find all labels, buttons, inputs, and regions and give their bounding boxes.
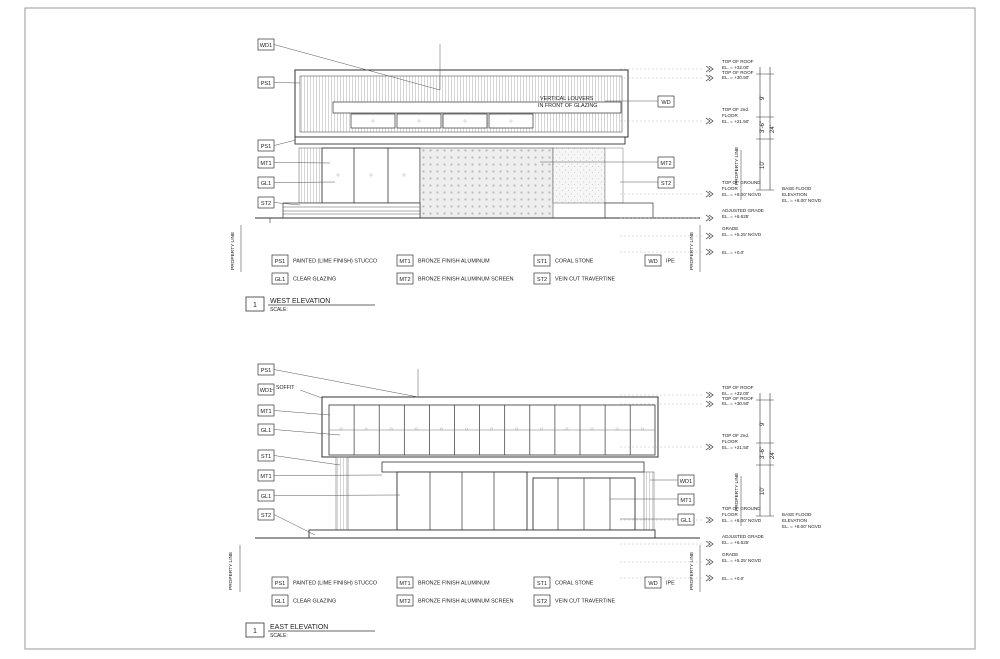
level-marker-icon bbox=[706, 191, 713, 197]
west-legend-text: IPE bbox=[666, 258, 675, 265]
east-level-el: EL. = +5.25' NGVD bbox=[722, 558, 762, 563]
east-elevation-group bbox=[228, 364, 822, 639]
east-level-el: EL. = +32.00' bbox=[722, 391, 750, 396]
west-level-label: GRADE bbox=[722, 226, 739, 231]
east-legend-text: VEIN CUT TRAVERTINE bbox=[555, 598, 616, 605]
west-level-label: FLOOR bbox=[722, 113, 738, 118]
window-pane bbox=[443, 114, 487, 128]
east-callout-text: GL1 bbox=[260, 427, 272, 434]
west-dim: 24' bbox=[770, 125, 776, 133]
east-title: EAST ELEVATION bbox=[270, 624, 329, 631]
west-legend-code-text: ST1 bbox=[536, 258, 548, 265]
east-callout-text: WD1 bbox=[679, 478, 693, 485]
west-base-flood: EL. = +8.00' NGVD bbox=[782, 198, 822, 203]
west-scale: SCALE: bbox=[270, 307, 288, 313]
window-pane bbox=[351, 114, 395, 128]
level-marker-icon bbox=[706, 118, 713, 124]
west-level-el: EL. = +6.625' bbox=[722, 214, 750, 219]
east-legend-code-text: WD bbox=[648, 580, 658, 587]
east-base-flood: BASE FLOOD bbox=[782, 512, 812, 517]
aluminum-screen bbox=[420, 148, 553, 218]
west-level-el: EL. = +21.50' bbox=[722, 119, 750, 124]
west-legend-text: BRONZE FINISH ALUMINUM bbox=[418, 258, 490, 265]
east-callout-text: GL1 bbox=[260, 493, 272, 500]
east-legend-code-text: MT1 bbox=[399, 580, 411, 587]
east-dim: 3'-6" bbox=[760, 447, 766, 459]
east-legend-text: BRONZE FINISH ALUMINUM SCREEN bbox=[418, 598, 514, 605]
west-legend-code-text: ST2 bbox=[536, 276, 548, 283]
louver-note: VERTICAL LOUVERS bbox=[540, 96, 594, 102]
west-legend-text: VEIN CUT TRAVERTINE bbox=[555, 276, 616, 283]
plinth bbox=[605, 203, 653, 218]
west-property-line-left: PROPERTY LINE bbox=[231, 231, 236, 270]
west-property-line-label: PROPERTY LINE bbox=[735, 146, 740, 185]
west-level-el: EL. = +5.25' NGVD bbox=[722, 232, 762, 237]
east-legend-code-text: ST1 bbox=[536, 580, 548, 587]
east-callout-text: GL1 bbox=[680, 517, 692, 524]
leader-line bbox=[274, 495, 400, 496]
west-level-label: FLOOR bbox=[722, 186, 738, 191]
level-marker-icon bbox=[706, 541, 713, 547]
east-level-label: ADJUSTED GRADE bbox=[722, 534, 764, 539]
east-callout-text: MT1 bbox=[260, 408, 272, 415]
stone-pier bbox=[336, 457, 348, 537]
east-level-label: FLOOR bbox=[722, 439, 738, 444]
leader-line bbox=[274, 140, 296, 146]
west-callout-text: WD1 bbox=[259, 42, 273, 49]
west-level-el: EL. = +0.0' bbox=[722, 250, 745, 255]
level-marker-icon bbox=[706, 517, 713, 523]
east-property-line-label: PROPERTY LINE bbox=[735, 472, 740, 511]
west-number: 1 bbox=[253, 302, 257, 309]
window-pane bbox=[489, 114, 533, 128]
stone-pier bbox=[299, 148, 322, 203]
east-legend-code-text: PS1 bbox=[274, 580, 286, 587]
east-property-line-right: PROPERTY LINE bbox=[690, 551, 695, 590]
level-marker-icon bbox=[706, 559, 713, 565]
west-callout-text: ST2 bbox=[660, 180, 672, 187]
east-level-label: TOP OF ROOF bbox=[722, 385, 754, 390]
west-level-el: EL. = +32.00' bbox=[722, 65, 750, 70]
leader-line bbox=[274, 475, 382, 476]
west-property-line-right: PROPERTY LINE bbox=[690, 231, 695, 270]
east-level-el: EL. = +8.00' NGVD bbox=[722, 518, 762, 523]
east-level-el: EL. = +0.0' bbox=[722, 576, 745, 581]
window-pane bbox=[397, 114, 441, 128]
leader-line bbox=[274, 515, 315, 536]
east-level-label: GRADE bbox=[722, 552, 739, 557]
east-legend-text: IPE bbox=[666, 580, 675, 587]
level-marker-icon bbox=[706, 249, 713, 255]
east-dim: 9' bbox=[760, 421, 766, 426]
west-callout-text: PS1 bbox=[260, 143, 272, 150]
east-level-label: FLOOR bbox=[722, 512, 738, 517]
level-marker-icon bbox=[706, 392, 713, 398]
west-callout-text: PS1 bbox=[260, 80, 272, 87]
west-legend-code-text: MT2 bbox=[399, 276, 411, 283]
west-dim: 9' bbox=[760, 95, 766, 100]
west-legend-text: PAINTED (LIME FINISH) STUCCO bbox=[293, 258, 378, 265]
level-marker-icon bbox=[706, 401, 713, 407]
west-legend-text: CLEAR GLAZING bbox=[293, 276, 337, 283]
east-property-line-left: PROPERTY LINE bbox=[229, 551, 234, 590]
level-marker-icon bbox=[706, 575, 713, 581]
east-legend-text: PAINTED (LIME FINISH) STUCCO bbox=[293, 580, 378, 587]
west-legend-code-text: PS1 bbox=[274, 258, 286, 265]
east-dim: 10' bbox=[760, 487, 766, 495]
west-base-flood: BASE FLOOD bbox=[782, 186, 812, 191]
east-level-el: EL. = +30.50' bbox=[722, 401, 750, 406]
leader-line bbox=[300, 390, 322, 398]
east-callout-text: MT1 bbox=[680, 497, 692, 504]
west-base-flood: ELEVATION bbox=[782, 192, 808, 197]
west-legend-code-text: MT1 bbox=[399, 258, 411, 265]
east-callout-text: ST1 bbox=[260, 453, 272, 460]
west-callout-text: MT1 bbox=[260, 160, 272, 167]
west-legend-text: BRONZE FINISH ALUMINUM SCREEN bbox=[418, 276, 514, 283]
louver-note: IN FRONT OF GLAZING bbox=[538, 103, 598, 109]
east-dim: 24' bbox=[770, 451, 776, 459]
west-level-label: TOP OF GROUND bbox=[722, 180, 761, 185]
side-wall bbox=[605, 148, 623, 203]
east-scale: SCALE: bbox=[270, 633, 288, 639]
east-callout-text: WD1 bbox=[259, 387, 273, 394]
west-callout-text: GL1 bbox=[260, 180, 272, 187]
west-dim: 10' bbox=[760, 161, 766, 169]
east-legend-code-text: MT2 bbox=[399, 598, 411, 605]
west-callout-text: ST2 bbox=[260, 200, 272, 207]
west-legend-code-text: WD bbox=[648, 258, 658, 265]
east-level-label: TOP OF GROUND bbox=[722, 506, 761, 511]
level-marker-icon bbox=[706, 233, 713, 239]
east-legend-code-text: GL1 bbox=[274, 598, 286, 605]
leader-line bbox=[274, 370, 418, 398]
stone-wall bbox=[553, 148, 605, 203]
west-legend-code-text: GL1 bbox=[274, 276, 286, 283]
front-steps bbox=[283, 203, 420, 218]
level-marker-icon bbox=[706, 215, 713, 221]
level-marker-icon bbox=[706, 75, 713, 81]
west-level-el: EL. = +30.50' bbox=[722, 75, 750, 80]
west-legend-text: CORAL STONE bbox=[555, 258, 594, 265]
west-callout-text: WD bbox=[661, 99, 671, 106]
east-level-label: TOP OF 2nd. bbox=[722, 433, 750, 438]
east-legend-text: CORAL STONE bbox=[555, 580, 594, 587]
west-callout-text: MT2 bbox=[660, 160, 672, 167]
east-number: 1 bbox=[253, 628, 257, 635]
west-title: WEST ELEVATION bbox=[270, 298, 331, 305]
east-level-label: TOP OF ROOF bbox=[722, 396, 754, 401]
wood-panel bbox=[644, 472, 654, 530]
east-legend-code-text: ST2 bbox=[536, 598, 548, 605]
east-callout-text: ST2 bbox=[260, 512, 272, 519]
level-marker-icon bbox=[706, 66, 713, 72]
east-callout-text: MT1 bbox=[260, 473, 272, 480]
east-level-el: EL. = +6.625' bbox=[722, 540, 750, 545]
west-level-label: TOP OF ROOF bbox=[722, 70, 754, 75]
level-marker-icon bbox=[706, 444, 713, 450]
west-level-label: TOP OF 2nd. bbox=[722, 107, 750, 112]
east-level-el: EL. = +21.50' bbox=[722, 445, 750, 450]
east-callout-text: PS1 bbox=[260, 367, 272, 374]
west-level-label: TOP OF ROOF bbox=[722, 59, 754, 64]
soffit-label: SOFFIT bbox=[276, 385, 295, 391]
west-level-el: EL. = +8.00' NGVD bbox=[722, 192, 762, 197]
east-legend-text: CLEAR GLAZING bbox=[293, 598, 337, 605]
canopy-slab bbox=[382, 462, 644, 472]
east-legend-text: BRONZE FINISH ALUMINUM bbox=[418, 580, 490, 587]
east-base-flood: EL. = +8.00' NGVD bbox=[782, 524, 822, 529]
west-dim: 3'-6" bbox=[760, 121, 766, 133]
west-elevation-group bbox=[230, 39, 822, 313]
east-base-flood: ELEVATION bbox=[782, 518, 808, 523]
plinth bbox=[309, 530, 655, 538]
west-level-label: ADJUSTED GRADE bbox=[722, 208, 764, 213]
floor-slab bbox=[295, 137, 625, 144]
